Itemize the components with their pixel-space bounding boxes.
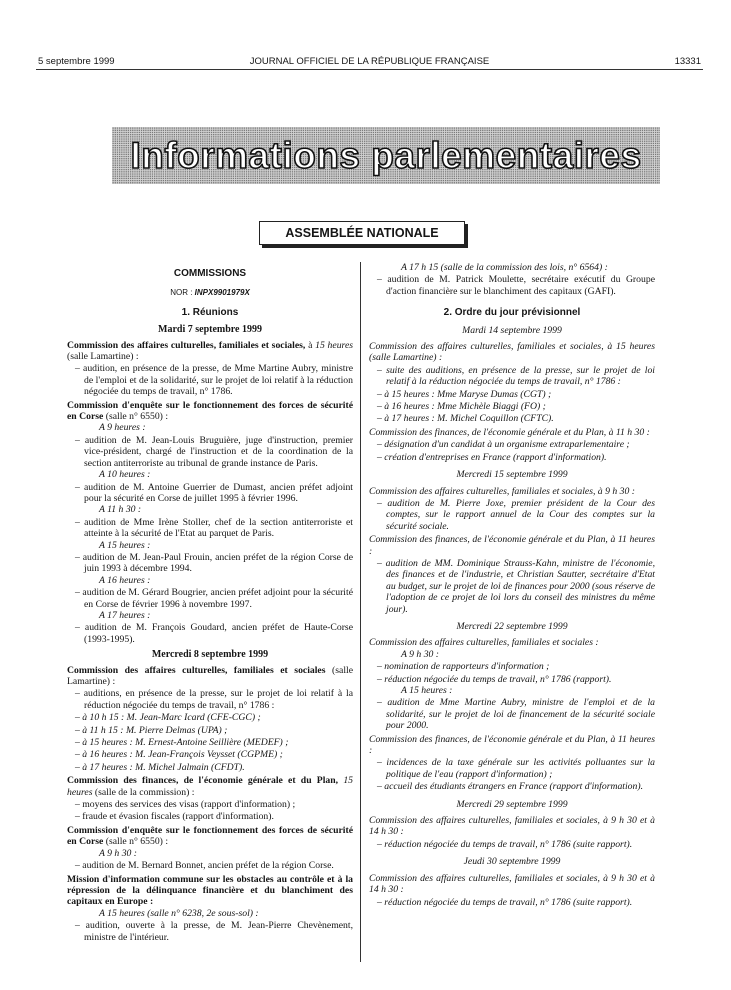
assembly-box: ASSEMBLÉE NATIONALE	[259, 221, 465, 245]
agenda-item: – audition de MM. Dominique Strauss-Kahn, ministre de l'économie, des finances et de l'industrie, et Christian Sautter, secrétaire d'Etat au budget, sur le projet de loi de finances pour 2000 (sous réserve de l'adoption de ce projet de loi lors du conseil des ministres du même jour).	[377, 557, 655, 615]
time-slot: A 15 heures (salle n° 6238, 2e sous-sol) :	[99, 907, 259, 919]
committee-heading: Commission des finances, de l'économie générale et du Plan, à 11 heures :	[369, 733, 655, 757]
date-heading: Mercredi 22 septembre 1999	[456, 620, 568, 632]
committee-heading: Commission des finances, de l'économie générale et du Plan, à 11 heures :	[369, 534, 655, 557]
header-rule	[36, 69, 703, 70]
agenda-subitem: – à 17 heures : M. Michel Jalmain (CFDT).	[75, 761, 245, 773]
meeting-time: 15 heures	[315, 339, 354, 351]
agenda-item: – audition, ouverte à la presse, de M. Jean-Pierre Chevènement, ministre de l'intérieur.	[75, 920, 353, 943]
agenda-item: – incidences de la taxe générale sur les activités polluantes sur la politique de l'eau (rapport d'information) ;	[377, 757, 655, 780]
column-divider	[360, 262, 361, 962]
right-column	[369, 262, 655, 908]
committee-name: Commission des finances, de l'économie générale et du Plan,	[67, 775, 339, 787]
agenda-item: – audition de M. Antoine Guerrier de Dumast, ancien préfet adjoint pour la sécurité en Corse de juillet 1995 à février 1996.	[75, 481, 353, 504]
banner-title: Informations parlementaires	[130, 135, 642, 176]
committee-name: Commission des affaires culturelles, familiales et sociales	[67, 664, 326, 676]
nor-code: INPX9901979X	[194, 288, 250, 298]
agenda-item: – réduction négociée du temps de travail, n° 1786 (rapport).	[377, 673, 612, 685]
committee-heading: Commission des affaires culturelles, familiales et sociales :	[369, 637, 599, 649]
subsection-title: 1. Réunions	[181, 306, 239, 318]
time-slot: A 9 h 30 :	[99, 847, 138, 859]
date-heading: Mercredi 29 septembre 1999	[456, 798, 568, 810]
time-slot: A 9 heures :	[99, 422, 146, 434]
committee-heading: Commission des affaires culturelles, familiales et sociales, à 9 h 30 et à 14 h 30 :	[369, 872, 655, 896]
agenda-item: – audition de M. Bernard Bonnet, ancien préfet de la région Corse.	[75, 860, 334, 872]
agenda-subitem: – à 15 heures : M. Ernest-Antoine Seillière (MEDEF) ;	[75, 737, 289, 749]
date-heading: Mercredi 15 septembre 1999	[456, 469, 568, 481]
committee-name: Commission d'enquête sur le fonctionnement des forces de sécurité en Corse	[67, 824, 353, 848]
nor-label: NOR :	[170, 288, 193, 298]
meeting-room: (salle n° 6550) :	[105, 411, 169, 423]
agenda-item: – nomination de rapporteurs d'information ;	[377, 661, 550, 673]
date-heading: Mardi 14 septembre 1999	[462, 324, 562, 336]
time-slot: A 17 h 15 (salle de la commission des lois, n° 6564) :	[401, 262, 608, 273]
agenda-item: – moyens des services des visas (rapport d'information) ;	[75, 799, 296, 811]
committee-heading	[67, 400, 353, 423]
time-slot: A 11 h 30 :	[99, 504, 142, 516]
meeting-room: (salle Lamartine) :	[67, 664, 354, 687]
agenda-subitem: – à 15 heures : Mme Maryse Dumas (CGT) ;	[377, 388, 552, 400]
agenda-item: – création d'entreprises en France (rapport d'information).	[377, 451, 607, 463]
page-number: 13331	[674, 56, 701, 67]
time-slot: A 16 heures :	[99, 574, 151, 586]
agenda-item: – audition, en présence de la presse, de Mme Martine Aubry, ministre de l'emploi et de la solidarité, sur le projet de loi relatif à la réduction négociée du temps de travail, n° 1786.	[75, 363, 353, 398]
committee-heading: Commission des affaires culturelles, familiales et sociales, à 9 h 30 :	[369, 485, 635, 497]
time-slot: A 9 h 30 :	[401, 648, 440, 660]
agenda-item: – audition de M. Jean-Louis Bruguière, juge d'instruction, premier vice-président, chargé de l'instruction et de la coordination de la section antiterroriste au tribunal de grande instance de Paris.	[75, 434, 353, 469]
committee-heading	[67, 775, 353, 798]
date-heading: Jeudi 30 septembre 1999	[463, 856, 561, 868]
committee-heading: Commission des affaires culturelles, familiales et sociales, à 15 heures (salle Lamartine) :	[369, 341, 655, 364]
time-slot: A 15 heures :	[99, 539, 151, 551]
header-date: 5 septembre 1999	[38, 56, 115, 67]
agenda-subitem: – à 16 heures : M. Jean-François Veysset (CGPME) ;	[75, 749, 283, 761]
agenda-subitem: – à 16 heures : Mme Michèle Biaggi (FO) ;	[377, 401, 546, 413]
committee-heading	[67, 340, 353, 363]
committee-heading: Commission des affaires culturelles, familiales et sociales, à 9 h 30 et à 14 h 30 :	[369, 815, 655, 838]
mission-heading: Mission d'information commune sur les obstacles au contrôle et à la répression de la délinquance financière et du blanchiment des capitaux en Europe :	[67, 873, 353, 908]
agenda-item: – désignation d'un candidat à un organisme extraparlementaire ;	[377, 439, 630, 451]
committee-heading	[67, 825, 353, 848]
journal-title: JOURNAL OFFICIEL DE LA RÉPUBLIQUE FRANÇAISE	[249, 56, 490, 67]
agenda-item: – fraude et évasion fiscales (rapport d'information).	[75, 811, 274, 823]
meeting-time: 15 heures	[67, 775, 353, 798]
agenda-item: – suite des auditions, en présence de la presse, sur le projet de loi relatif à la réduction négociée du temps de travail, n° 1786 :	[377, 364, 655, 388]
subsection-title: 2. Ordre du jour prévisionnel	[443, 307, 581, 319]
date-heading: Mardi 7 septembre 1999	[158, 324, 262, 336]
connector-text: à	[308, 339, 313, 351]
agenda-subitem: – à 17 heures : M. Michel Coquillon (CFTC).	[377, 413, 554, 425]
agenda-item: – accueil des étudiants étrangers en France (rapport d'information).	[377, 781, 644, 793]
committee-name: Commission d'enquête sur le fonctionnement des forces de sécurité en Corse	[67, 399, 353, 423]
left-column	[67, 262, 353, 943]
time-slot: A 15 heures :	[401, 685, 453, 696]
agenda-subitem: – à 11 h 15 : M. Pierre Delmas (UPA) ;	[75, 724, 228, 736]
nor-line	[67, 287, 353, 298]
section-title: COMMISSIONS	[173, 268, 247, 279]
agenda-item: – audition de M. Patrick Moulette, secrétaire exécutif du Groupe d'action financière sur le blanchiment des capitaux (GAFI).	[377, 274, 655, 297]
agenda-item: – auditions, en présence de la presse, sur le projet de loi relatif à la réduction négociée du temps de travail, n° 1786 :	[75, 688, 353, 711]
agenda-item: – audition de M. Gérard Bougrier, ancien préfet adjoint pour la sécurité en Corse de février 1996 à novembre 1997.	[75, 587, 353, 610]
agenda-item: – audition de Mme Irène Stoller, chef de la section antiterroriste et atteinte à la sécurité de l'Etat au parquet de Paris.	[75, 516, 353, 540]
meeting-room: (salle de la commission) :	[94, 786, 195, 798]
time-slot: A 17 heures :	[99, 609, 151, 621]
agenda-item: – audition de M. Pierre Joxe, premier président de la Cour des comptes, sur le rapport annuel de la Cour des comptes sur la sécurité sociale.	[377, 497, 655, 532]
agenda-item: – réduction négociée du temps de travail, n° 1786 (suite rapport).	[377, 896, 633, 908]
agenda-item: – audition de M. François Goudard, ancien préfet de Haute-Corse (1993-1995).	[75, 622, 353, 645]
time-slot: A 10 heures :	[99, 469, 151, 481]
agenda-subitem: – à 10 h 15 : M. Jean-Marc Icard (CFE-CGC) ;	[75, 712, 261, 724]
committee-heading	[67, 665, 353, 688]
committee-name: Commission des affaires culturelles, familiales et sociales,	[67, 339, 306, 351]
meeting-room: (salle n° 6550) :	[105, 836, 169, 848]
agenda-item: – audition de Mme Martine Aubry, ministre de l'emploi et de la solidarité, sur le projet de loi de financement de la sécurité sociale pour 2000.	[377, 697, 655, 732]
date-heading: Mercredi 8 septembre 1999	[151, 649, 269, 661]
committee-heading: Commission des finances, de l'économie générale et du Plan, à 11 h 30 :	[369, 426, 650, 438]
agenda-item: – audition de M. Jean-Paul Frouin, ancien préfet de la région Corse de juin 1993 à décembre 1994.	[75, 551, 353, 575]
meeting-room: (salle Lamartine) :	[67, 351, 139, 363]
agenda-item: – réduction négociée du temps de travail, n° 1786 (suite rapport).	[377, 838, 633, 850]
